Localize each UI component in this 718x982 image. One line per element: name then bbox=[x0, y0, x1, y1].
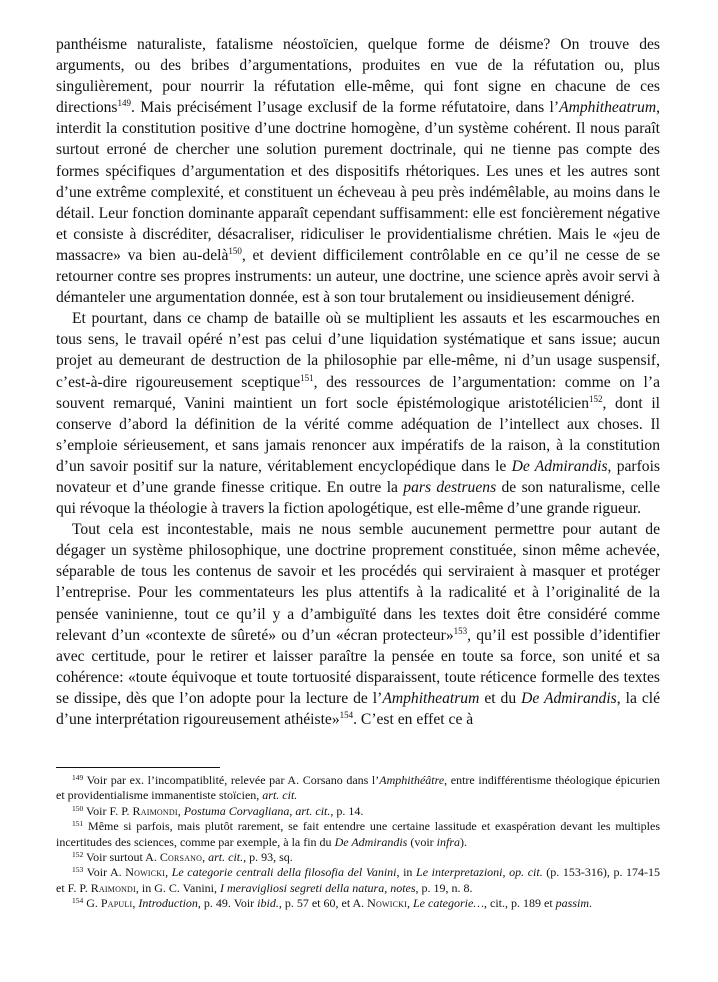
footnote-ref-154[interactable]: 154 bbox=[339, 710, 354, 720]
footnote-149 bbox=[56, 773, 660, 804]
footnotes bbox=[56, 773, 660, 912]
italic-title: Introduction bbox=[138, 896, 198, 911]
italic-abbrev: art. cit. bbox=[262, 788, 298, 803]
text-run: de son naturalisme, celle qui révoque la théologie à travers la fiction apologétique, est elle-même d’une grande rigueur. bbox=[56, 478, 660, 518]
text-run: . bbox=[589, 896, 592, 911]
text-run: Tout cela est incontestable, mais ne nous semble aucunement permettre pour autant de dégager un système philosophique, une doctrine proprement constituée, sinon même achevée, séparable de tous les contenus de savoir et les procédés qui serviraient à masquer et protéger l’entreprise. Pour les commentateurs les plus attentifs à la radicalité et à l’originalité de la pensée vaninienne, tout ce qu’il y a d’ambiguïté dans les textes doit être considéré comme relevant d’un «contexte de sûreté» ou d’un «écran protecteur» bbox=[56, 521, 660, 644]
footnote-number: 153 bbox=[72, 865, 84, 875]
paragraph-3 bbox=[56, 519, 660, 730]
text-run: , des ressources de l’argumentation: comme on l’a souvent remarqué, Vanini maintient un fort socle épistémologique aristotélicien bbox=[56, 373, 660, 412]
text-run: , bbox=[132, 896, 139, 911]
text-run: Et pourtant, dans ce champ de bataille où se multiplient les assauts et les escarmouches en tous sens, le travail opéré n’est pas celui d’une liquidation systématique et sans issue; aucun projet au demeurant de destruction de la philosophie par elle-même, ni d’un usage suspensif, c’est-à-dire rigoureusement sceptique bbox=[56, 310, 660, 391]
text-run: , p. 49. Voir bbox=[197, 896, 258, 911]
italic-title: De Admirandis bbox=[334, 834, 408, 849]
text-run: Voir par ex. l’incompatiblité, relevée par A. Corsano dans l’ bbox=[83, 773, 380, 787]
text-run: , bbox=[384, 880, 391, 895]
footnote-number: 154 bbox=[72, 896, 84, 906]
paragraph-1 bbox=[56, 34, 660, 308]
text-run: , parfois novateur et d’une grande finesse critique. En outre la bbox=[56, 457, 660, 496]
italic-title: Amphitheatrum bbox=[382, 689, 480, 707]
text-run: . C’est en effet ce à bbox=[353, 711, 474, 728]
author-name: Nowicki bbox=[367, 896, 407, 911]
footnote-153 bbox=[56, 865, 660, 896]
text-run: . Mais précisément l’usage exclusif de la forme réfutatoire, dans l’ bbox=[131, 99, 560, 117]
text-run: , cit., p. 189 et bbox=[484, 896, 556, 911]
footnote-ref-149[interactable]: 149 bbox=[117, 98, 131, 109]
footnote-ref-150[interactable]: 150 bbox=[228, 245, 242, 256]
italic-abbrev: op. cit. bbox=[509, 865, 543, 880]
text-run: , bbox=[202, 850, 209, 865]
footnote-number: 150 bbox=[72, 803, 84, 813]
text-run: , p. 93, sq. bbox=[243, 850, 293, 865]
text-run: , et devient difficilement contrôlable en ce qu’il ne cesse de se retourner contre ses propres instruments: un auteur, une doctrine, une science après avoir servi à démanteler une argumentation donnée, est à son tour brutalement ou insidieusement dénigré. bbox=[56, 246, 660, 307]
footnote-separator bbox=[56, 767, 220, 768]
text-run: , dont il conserve d’abord la définition de la vérité comme adéquation de l’intellect aux choses. Il s’emploie sérieusement, et sans jamais renoncer aux impératifs de la raison, à la constitution d’un savoir positif sur la nature, véritablement encyclopédique dans le bbox=[56, 394, 660, 475]
italic-title: De Admirandis bbox=[521, 689, 617, 707]
text-run: , la clé d’une interprétation rigoureusement athéiste» bbox=[56, 689, 661, 728]
author-name: Corsano bbox=[159, 850, 203, 865]
text-run: et du bbox=[479, 689, 522, 707]
italic-title: Amphithéâtre bbox=[379, 773, 445, 787]
text-run: ). bbox=[460, 834, 468, 849]
text-run: Voir F. P. bbox=[83, 803, 133, 818]
main-text bbox=[56, 34, 660, 730]
text-run: Voir surtout A. bbox=[83, 850, 160, 865]
text-run: , bbox=[502, 865, 510, 880]
text-run: , p. 57 et 60, et A. bbox=[278, 896, 368, 911]
italic-title: I meravigliosi segreti della natura bbox=[220, 880, 385, 895]
text-run: (p. 153-316), p. 174-15 et F. P. bbox=[56, 865, 661, 895]
text-run: , bbox=[165, 865, 172, 880]
text-run: , bbox=[407, 896, 413, 911]
footnote-ref-153[interactable]: 153 bbox=[453, 625, 468, 636]
italic-term: pars destruens bbox=[403, 478, 497, 496]
author-name: Raimondi bbox=[90, 880, 136, 895]
footnote-number: 152 bbox=[72, 850, 84, 860]
author-name: Nowicki bbox=[125, 865, 166, 880]
text-run: , p. 14. bbox=[330, 803, 364, 818]
italic-title: Le interpretazioni bbox=[416, 865, 503, 880]
text-run: Voir A. bbox=[83, 865, 126, 880]
text-run: , qu’il est possible d’identifier avec certitude, pour le retirer et laisser paraître la pensée en toute sa force, son unité et sa cohérence: «toute équivoque et toute tortuosité disparaissent, toute réticence formelle des textes se dissipe, dès que l’on adopte pour la lecture de l’ bbox=[56, 626, 660, 707]
italic-abbrev: art. cit. bbox=[295, 803, 331, 818]
text-run: , bbox=[177, 803, 184, 818]
italic-title: Amphitheatrum bbox=[559, 99, 657, 117]
text-run: , p. 19, n. 8. bbox=[415, 880, 473, 895]
footnote-150 bbox=[56, 804, 660, 819]
footnote-152 bbox=[56, 850, 660, 865]
text-run: G. bbox=[83, 896, 101, 911]
author-name: Papuli bbox=[100, 896, 133, 911]
footnote-154 bbox=[56, 896, 660, 911]
footnote-151 bbox=[56, 819, 660, 850]
italic-title: De Admirandis bbox=[511, 457, 608, 475]
italic-title: Le categorie centrali della filosofia del Vanini bbox=[171, 865, 397, 880]
text-run: panthéisme naturaliste, fatalisme néostoïcien, quelque forme de déisme? On trouve des arguments, ou des bribes d’argumentations, produites en vue de la réfutation ou, plus singulièrement, pour nourrir la réfutation elle-même, qui font signe en chacune de ces directions bbox=[56, 36, 660, 117]
text-run: (voir bbox=[407, 834, 437, 849]
text-run: , in bbox=[396, 865, 417, 880]
text-run: , entre indifférentisme théologique épicurien et providentialisme immanentiste stoïcien, bbox=[56, 773, 661, 803]
text-run: , in G. C. Vanini, bbox=[135, 880, 220, 895]
paragraph-2 bbox=[56, 308, 660, 519]
italic-abbrev: ibid. bbox=[257, 896, 279, 911]
italic-title: Postuma Corvagliana bbox=[183, 803, 290, 818]
text-run: , bbox=[289, 803, 296, 818]
text-run: , interdit la constitution positive d’une doctrine homogène, d’un système cohérent. Il nous paraît surtout erroné de chercher une solution purement doctrinale, qui ne tienne pas compte des formes spécifiques d’argumentation et des dispositifs rhétoriques. Les unes et les autres sont d’une extrême complexité, et constituent un écheveau à peu près indémêlable, au moins dans le détail. Leur fonction dominante apparaît cependant suffisamment: elle est foncièrement négative et consiste à discréditer, désacraliser, ridiculiser le providentialisme chrétien. Mais le «jeu de massacre» va bien au-delà bbox=[56, 99, 660, 264]
text-run: Même si parfois, mais plutôt rarement, se fait entendre une certaine lassitude et exaspération devant les multiples incertitudes des sciences, comme par exemple, à la fin du bbox=[56, 819, 660, 849]
italic-abbrev: notes bbox=[390, 880, 416, 895]
footnote-ref-151[interactable]: 151 bbox=[300, 372, 314, 383]
footnote-number: 151 bbox=[72, 819, 84, 829]
author-name: Raimondi bbox=[132, 803, 178, 818]
italic-abbrev: art. cit. bbox=[208, 850, 244, 865]
footnote-ref-152[interactable]: 152 bbox=[589, 393, 603, 404]
italic-title: Le categorie… bbox=[413, 896, 484, 911]
italic-abbrev: infra bbox=[436, 834, 461, 849]
italic-abbrev: passim bbox=[555, 896, 589, 911]
footnote-number: 149 bbox=[72, 773, 84, 782]
